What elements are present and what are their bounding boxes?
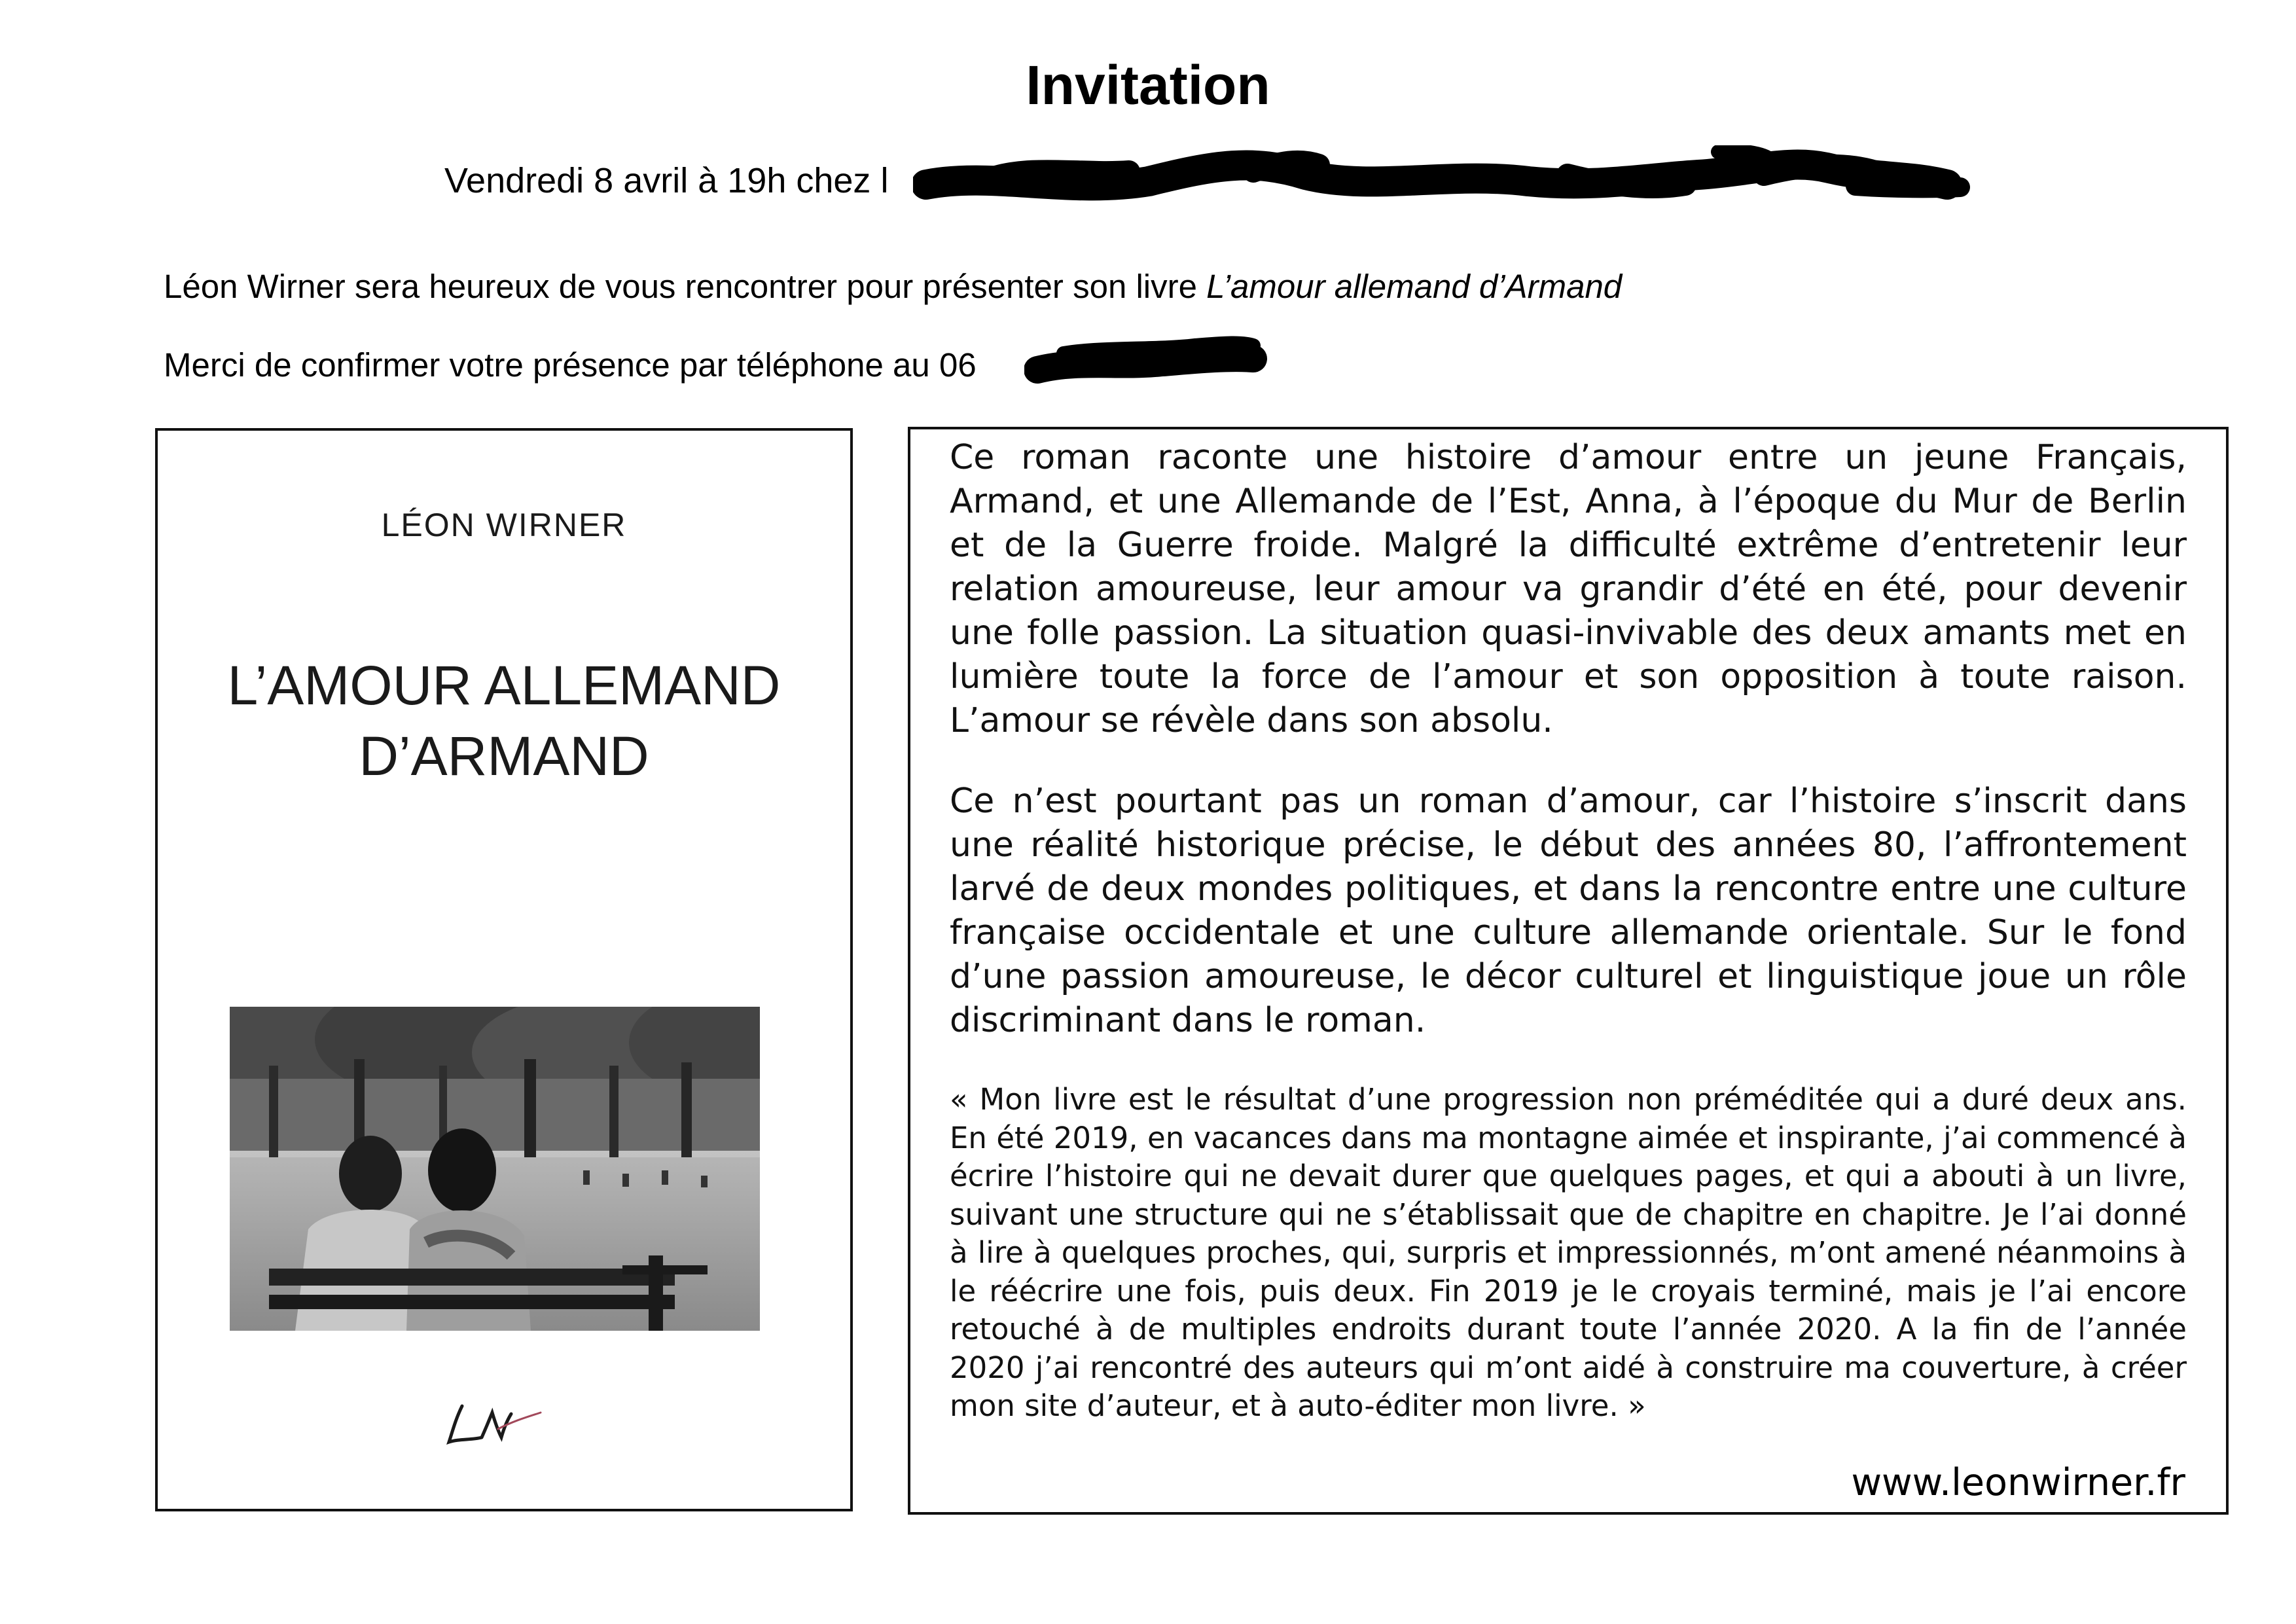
author-website-link[interactable]: www.leonwirner.fr (1851, 1461, 2185, 1504)
intro-line (164, 263, 1622, 310)
cover-title (158, 650, 850, 791)
event-date-text: Vendredi 8 avril à 19h chez (444, 161, 871, 200)
cover-title-line1: L’AMOUR ALLEMAND (227, 655, 781, 716)
book-cover (155, 428, 853, 1511)
invitation-title: Invitation (1026, 54, 1270, 116)
description-paragraph-2: Ce n’est pourtant pas un roman d’amour, car l’histoire s’inscrit dans une réalité historique précise, le début des années 80, l’affrontement larvé de deux mondes politiques, et dans la rencontre entre une culture française occidentale et une culture allemande orientale. Sur le fond d’une passion amoureuse, le décor culturel et linguistique joue un rôle discriminant dans le roman. (950, 782, 2187, 1040)
redacted-phone-scribble (1024, 334, 1273, 393)
cover-photo-couple-on-bench (230, 1007, 760, 1331)
event-date-line (444, 157, 888, 204)
cover-author: LÉON WIRNER (381, 507, 627, 543)
cover-title-line2: D’ARMAND (359, 725, 649, 787)
book-title-italic: L’amour allemand d’Armand (1206, 268, 1623, 305)
confirm-text: Merci de confirmer votre présence par téléphone au 06 (164, 346, 977, 384)
confirm-line (164, 342, 977, 389)
description-paragraph-1: Ce roman raconte une histoire d’amour entre un jeune Français, Armand, et une Allemande de l’Est, Anna, à l’époque du Mur de Berlin et de la Guerre froide. Malgré la difficulté extrême d’entretenir leur relation amoureuse, leur amour va grandir d’été en été, pour devenir une folle passion. La situation quasi-invivable des deux amants met en lumière toute la force de l’amour et son opposition à toute raison. L’amour se révèle dans son absolu. (950, 438, 2187, 740)
book-description-box (908, 427, 2229, 1515)
redacted-address-scribble (913, 145, 1973, 217)
event-date-partial: l (880, 161, 889, 200)
author-quote: « Mon livre est le résultat d’une progression non préméditée qui a duré deux ans. En été 2019, en vacances dans ma montagne aimée et inspirante, j’ai commencé à écrire l’histoire qui ne devait durer que quelques pages, et qui a abouti à un livre, suivant une structure qui ne s’établissait que de chapitre en chapitre. Je l’ai donné à lire à quelques proches, qui, surpris et impressionnés, m’ont amené néanmoins à le réécrire une fois, puis deux. Fin 2019 je le croyais terminé, mais je l’ai encore retouché à de multiples endroits durant toute l’année 2020. A la fin de l’année 2020 j’ai rencontré des auteurs qui m’ont aidé à construire ma couverture, à créer mon site d’auteur, et à auto-éditer mon livre. » (950, 1082, 2187, 1423)
intro-text: Léon Wirner sera heureux de vous rencontrer pour présenter son livre (164, 268, 1207, 305)
author-monogram-logo (436, 1386, 547, 1458)
